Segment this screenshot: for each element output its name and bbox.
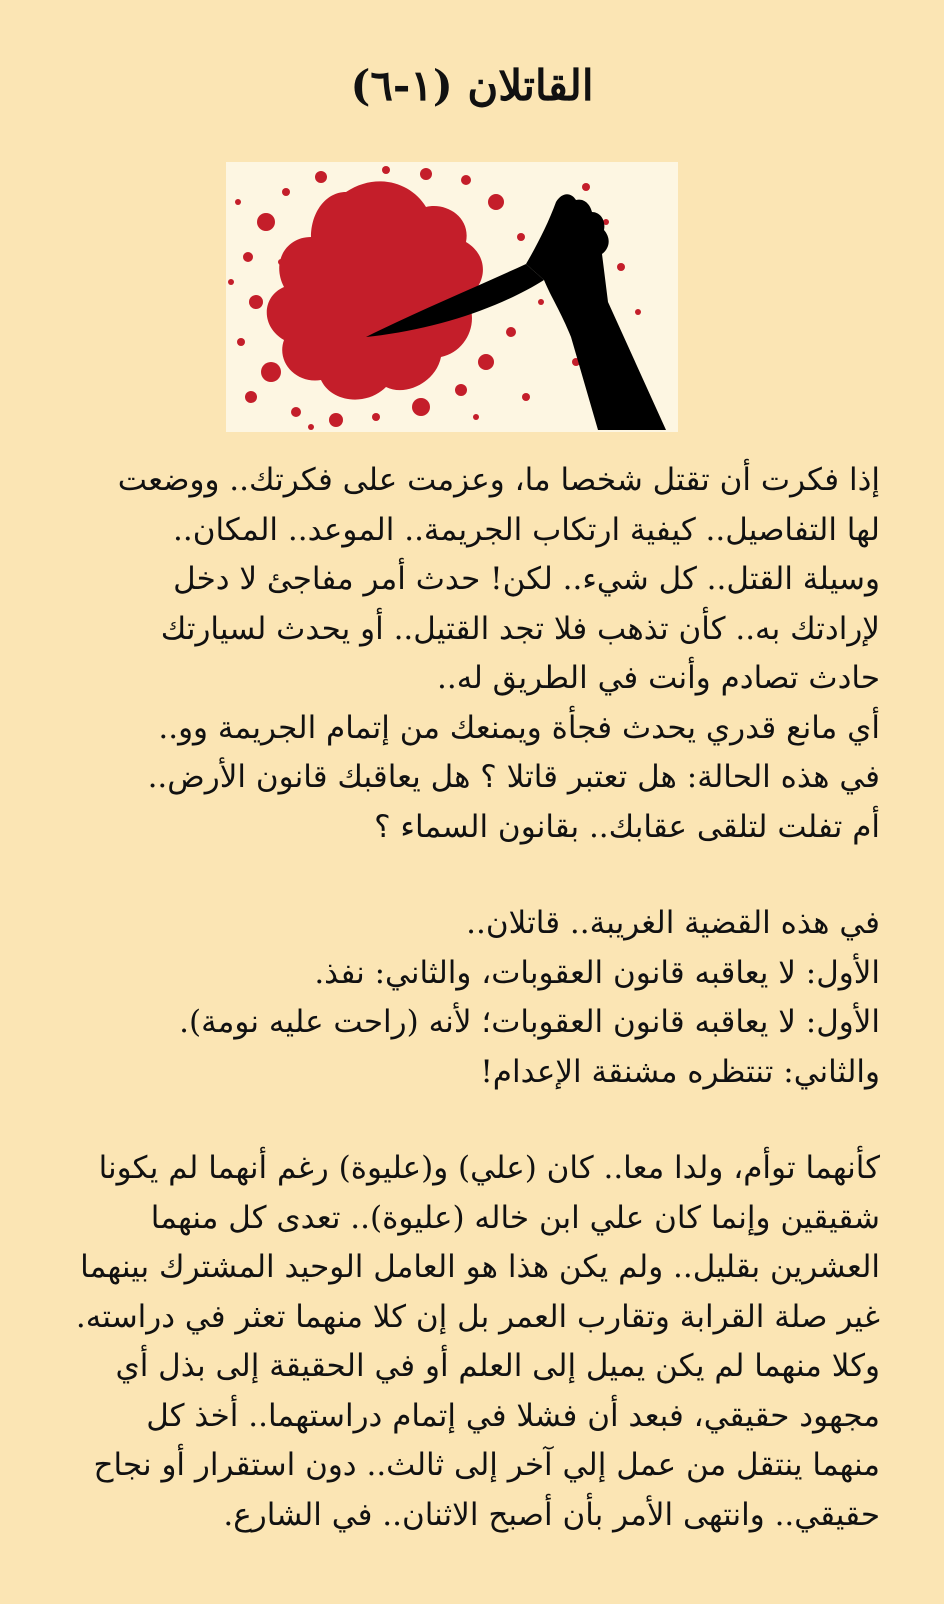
page-title: القاتلان (١-٦) [350,61,594,110]
article-body [50,456,880,1540]
paragraph-3 [50,1144,880,1540]
text-line: كأنهما توأم، ولدا معا.. كان (علي) و(عليوة) رغم أنهما لم يكونا [98,1150,880,1186]
text-line: والثاني: تنتظره مشنقة الإعدام! [480,1053,880,1090]
bloody-knife-illustration [226,162,678,432]
paragraph-1 [50,456,880,852]
text-line: غير صلة القرابة وتقارب العمر بل إن كلا منهما تعثر في دراسته. [75,1298,880,1335]
paragraph-spacer [50,852,880,899]
text-line: أم تفلت لتلقى عقابك.. بقانون السماء ؟ [374,808,880,845]
text-line: شقيقين وإنما كان علي ابن خاله (عليوة).. تعدى كل منهما [150,1199,880,1236]
text-line: إذا فكرت أن تقتل شخصا ما، وعزمت على فكرتك.. ووضعت [117,462,880,498]
text-line: حقيقي.. وانتهى الأمر بأن أصبح الاثنان.. في الشارع. [223,1496,880,1533]
text-line: في هذه القضية الغريبة.. قاتلان.. [466,905,880,941]
text-line: منهما ينتقل من عمل إلي آخر إلى ثالث.. دون استقرار أو نجاح [93,1447,880,1483]
text-line: حادث تصادم وأنت في الطريق له.. [437,660,880,696]
paragraph-spacer [50,1097,880,1144]
text-line: الأول: لا يعاقبه قانون العقوبات؛ لأنه (راحت عليه نومة). [179,1004,880,1040]
text-line: مجهود حقيقي، فبعد أن فشلا في إتمام دراستهما.. أخذ كل [146,1397,880,1434]
text-line: العشرين بقليل.. ولم يكن هذا هو العامل الوحيد المشترك بينهما [80,1249,880,1285]
text-line: في هذه الحالة: هل تعتبر قاتلا ؟ هل يعاقبك قانون الأرض.. [147,759,880,795]
text-line: الأول: لا يعاقبه قانون العقوبات، والثاني: نفذ. [314,954,880,991]
text-line: وكلا منهما لم يكن يميل إلى العلم أو في الحقيقة إلى بذل أي [115,1348,880,1384]
text-line: لإرادتك به.. كأن تذهب فلا تجد القتيل.. أو يحدث لسيارتك [160,610,880,647]
text-line: لها التفاصيل.. كيفية ارتكاب الجريمة.. الموعد.. المكان.. [173,511,880,548]
text-line: أي مانع قدري يحدث فجأة ويمنعك من إتمام الجريمة وو.. [158,709,880,746]
text-line: وسيلة القتل.. كل شيء.. لكن! حدث أمر مفاجئ لا دخل [173,561,880,597]
blood-splatter-knife-icon [226,162,678,432]
paragraph-2 [50,899,880,1097]
